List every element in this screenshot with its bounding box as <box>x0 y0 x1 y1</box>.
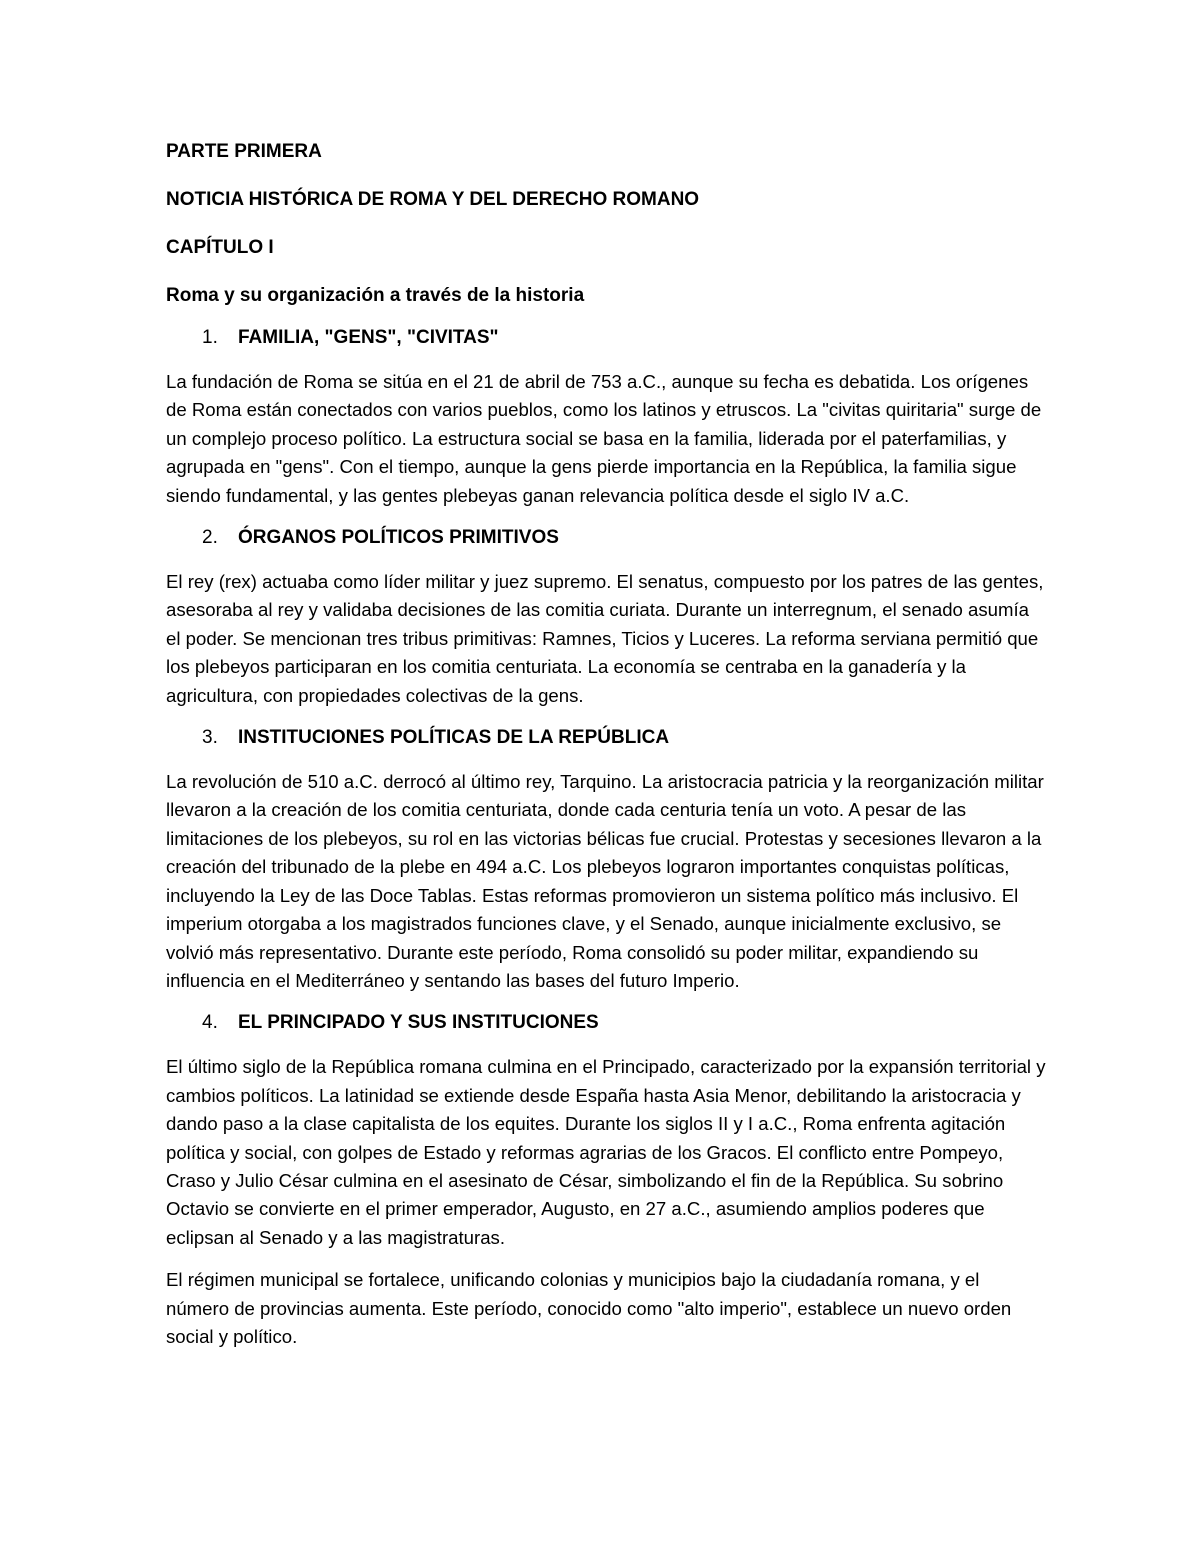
document-title: NOTICIA HISTÓRICA DE ROMA Y DEL DERECHO ROMANO <box>166 189 700 210</box>
paragraph: La fundación de Roma se sitúa en el 21 de abril de 753 a.C., aunque su fecha es debatida. Los orígenes de Roma están conectados con varios pueblos, como los latinos y etruscos. La "civitas quiritaria" surge de un complejo proceso político. La estructura social se basa en la familia, liderada por el paterfamilias, y agrupada en "gens". Con el tiempo, aunque la gens pierde importancia en la República, la familia sigue siendo fundamental, y las gentes plebeyas ganan relevancia política desde el siglo IV a.C. <box>166 371 1042 506</box>
paragraph: El régimen municipal se fortalece, unificando colonias y municipios bajo la ciudadanía romana, y el número de provincias aumenta. Este período, conocido como "alto imperio", establece un nuevo orden social y político. <box>166 1269 1012 1347</box>
section-number: 2. <box>202 527 218 549</box>
document-page <box>166 138 1046 1365</box>
chapter-heading: CAPÍTULO I <box>166 237 274 258</box>
paragraph: La revolución de 510 a.C. derrocó al último rey, Tarquino. La aristocracia patricia y la reorganización militar llevaron a la creación de los comitia centuriata, donde cada centuria tenía un voto. A pesar de las limitaciones de los plebeyos, su rol en las victorias bélicas fue crucial. Protestas y secesiones llevaron a la creación del tribunado de la plebe en 494 a.C. Los plebeyos lograron importantes conquistas políticas, incluyendo la Ley de las Doce Tablas. Estas reformas promovieron un sistema político más inclusivo. El imperium otorgaba a los magistrados funciones clave, y el Senado, aunque inicialmente exclusivo, se volvió más representativo. Durante este período, Roma consolidó su poder militar, expandiendo su influencia en el Mediterráneo y sentando las bases del futuro Imperio. <box>166 771 1044 991</box>
section-heading-4 <box>166 1009 1046 1037</box>
section-title: EL PRINCIPADO Y SUS INSTITUCIONES <box>238 1012 599 1034</box>
section-heading-1 <box>166 324 1046 352</box>
section-number: 4. <box>202 1012 218 1034</box>
section-title: INSTITUCIONES POLÍTICAS DE LA REPÚBLICA <box>238 727 670 749</box>
chapter-subtitle: Roma y su organización a través de la historia <box>166 285 585 306</box>
section-heading-2 <box>166 524 1046 552</box>
paragraph: El último siglo de la República romana culmina en el Principado, caracterizado por la expansión territorial y cambios políticos. La latinidad se extiende desde España hasta Asia Menor, debilitando la aristocracia y dando paso a la clase capitalista de los equites. Durante los siglos II y I a.C., Roma enfrenta agitación política y social, con golpes de Estado y reformas agrarias de los Gracos. El conflicto entre Pompeyo, Craso y Julio César culmina en el asesinato de César, simbolizando el fin de la República. Su sobrino Octavio se convierte en el primer emperador, Augusto, en 27 a.C., asumiendo amplios poderes que eclipsan al Senado y a las magistraturas. <box>166 1056 1046 1248</box>
part-heading: PARTE PRIMERA <box>166 141 322 162</box>
section-heading-3 <box>166 724 1046 752</box>
section-title: FAMILIA, "GENS", "CIVITAS" <box>238 327 499 348</box>
paragraph: El rey (rex) actuaba como líder militar y juez supremo. El senatus, compuesto por los patres de las gentes, asesoraba al rey y validaba decisiones de las comitia curiata. Durante un interregnum, el senado asumía el poder. Se mencionan tres tribus primitivas: Ramnes, Ticios y Luceres. La reforma serviana permitió que los plebeyos participaran en los comitia centuriata. La economía se centraba en la ganadería y la agricultura, con propiedades colectivas de la gens. <box>166 571 1044 706</box>
section-title: ÓRGANOS POLÍTICOS PRIMITIVOS <box>238 527 559 549</box>
section-number: 1. <box>202 327 218 348</box>
section-number: 3. <box>202 727 218 749</box>
